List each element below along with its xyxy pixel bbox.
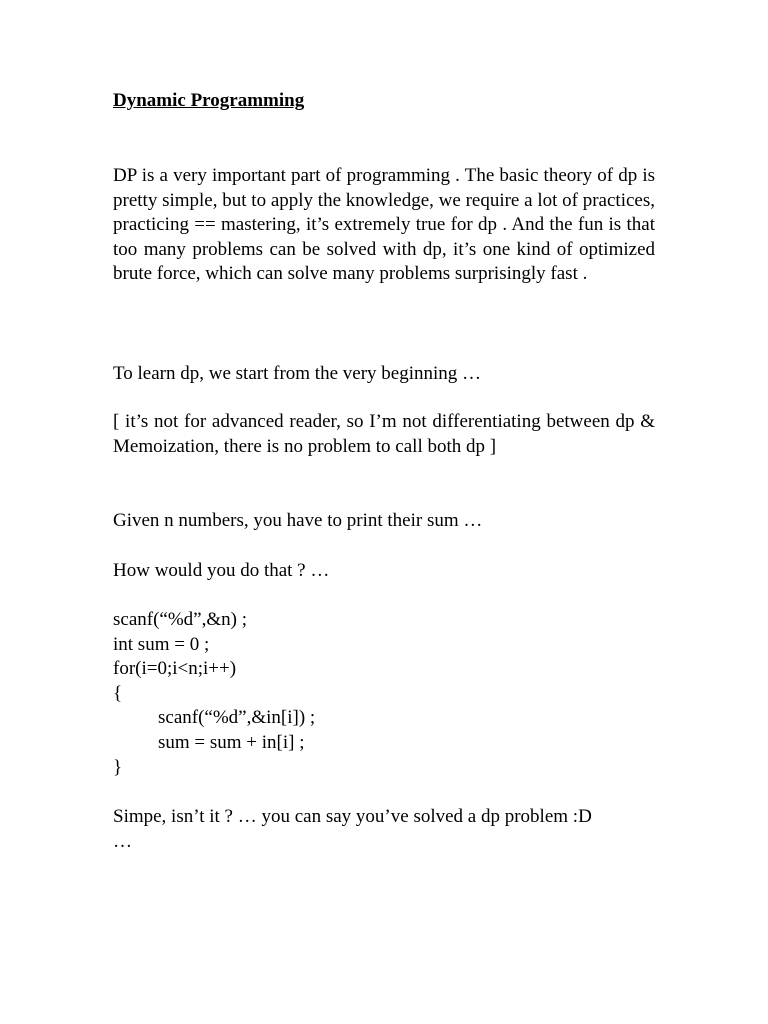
learn-paragraph: To learn dp, we start from the very beginning … bbox=[113, 363, 482, 384]
conclusion-paragraph: Simpe, isn’t it ? … you can say you’ve solved a dp problem :D bbox=[113, 806, 592, 827]
given-paragraph: Given n numbers, you have to print their sum … bbox=[113, 510, 483, 531]
code-line: } bbox=[113, 756, 123, 778]
code-line: scanf(“%d”,&in[i]) ; bbox=[158, 707, 316, 729]
conclusion-ellipsis: … bbox=[113, 831, 132, 852]
code-line: scanf(“%d”,&n) ; bbox=[113, 609, 247, 630]
question-paragraph: How would you do that ? … bbox=[113, 560, 330, 581]
code-line: for(i=0;i<n;i++) bbox=[113, 658, 237, 680]
code-block bbox=[113, 608, 315, 780]
code-line: sum = sum + in[i] ; bbox=[158, 731, 305, 753]
code-line: { bbox=[113, 682, 123, 704]
note-paragraph: [ it’s not for advanced reader, so I’m not differentiating between dp & Memoization, there is no problem to call both dp ] bbox=[113, 411, 655, 457]
intro-paragraph: DP is a very important part of programming . The basic theory of dp is pretty simple, but to apply the knowledge, we require a lot of practices, practicing == mastering, it’s extremely true for dp . And the fun is that too many problems can be solved with dp, it’s one kind of optimized brute force, which can solve many problems surprisingly fast . bbox=[113, 165, 655, 285]
code-line: int sum = 0 ; bbox=[113, 633, 210, 655]
document-title: Dynamic Programming bbox=[113, 90, 305, 111]
